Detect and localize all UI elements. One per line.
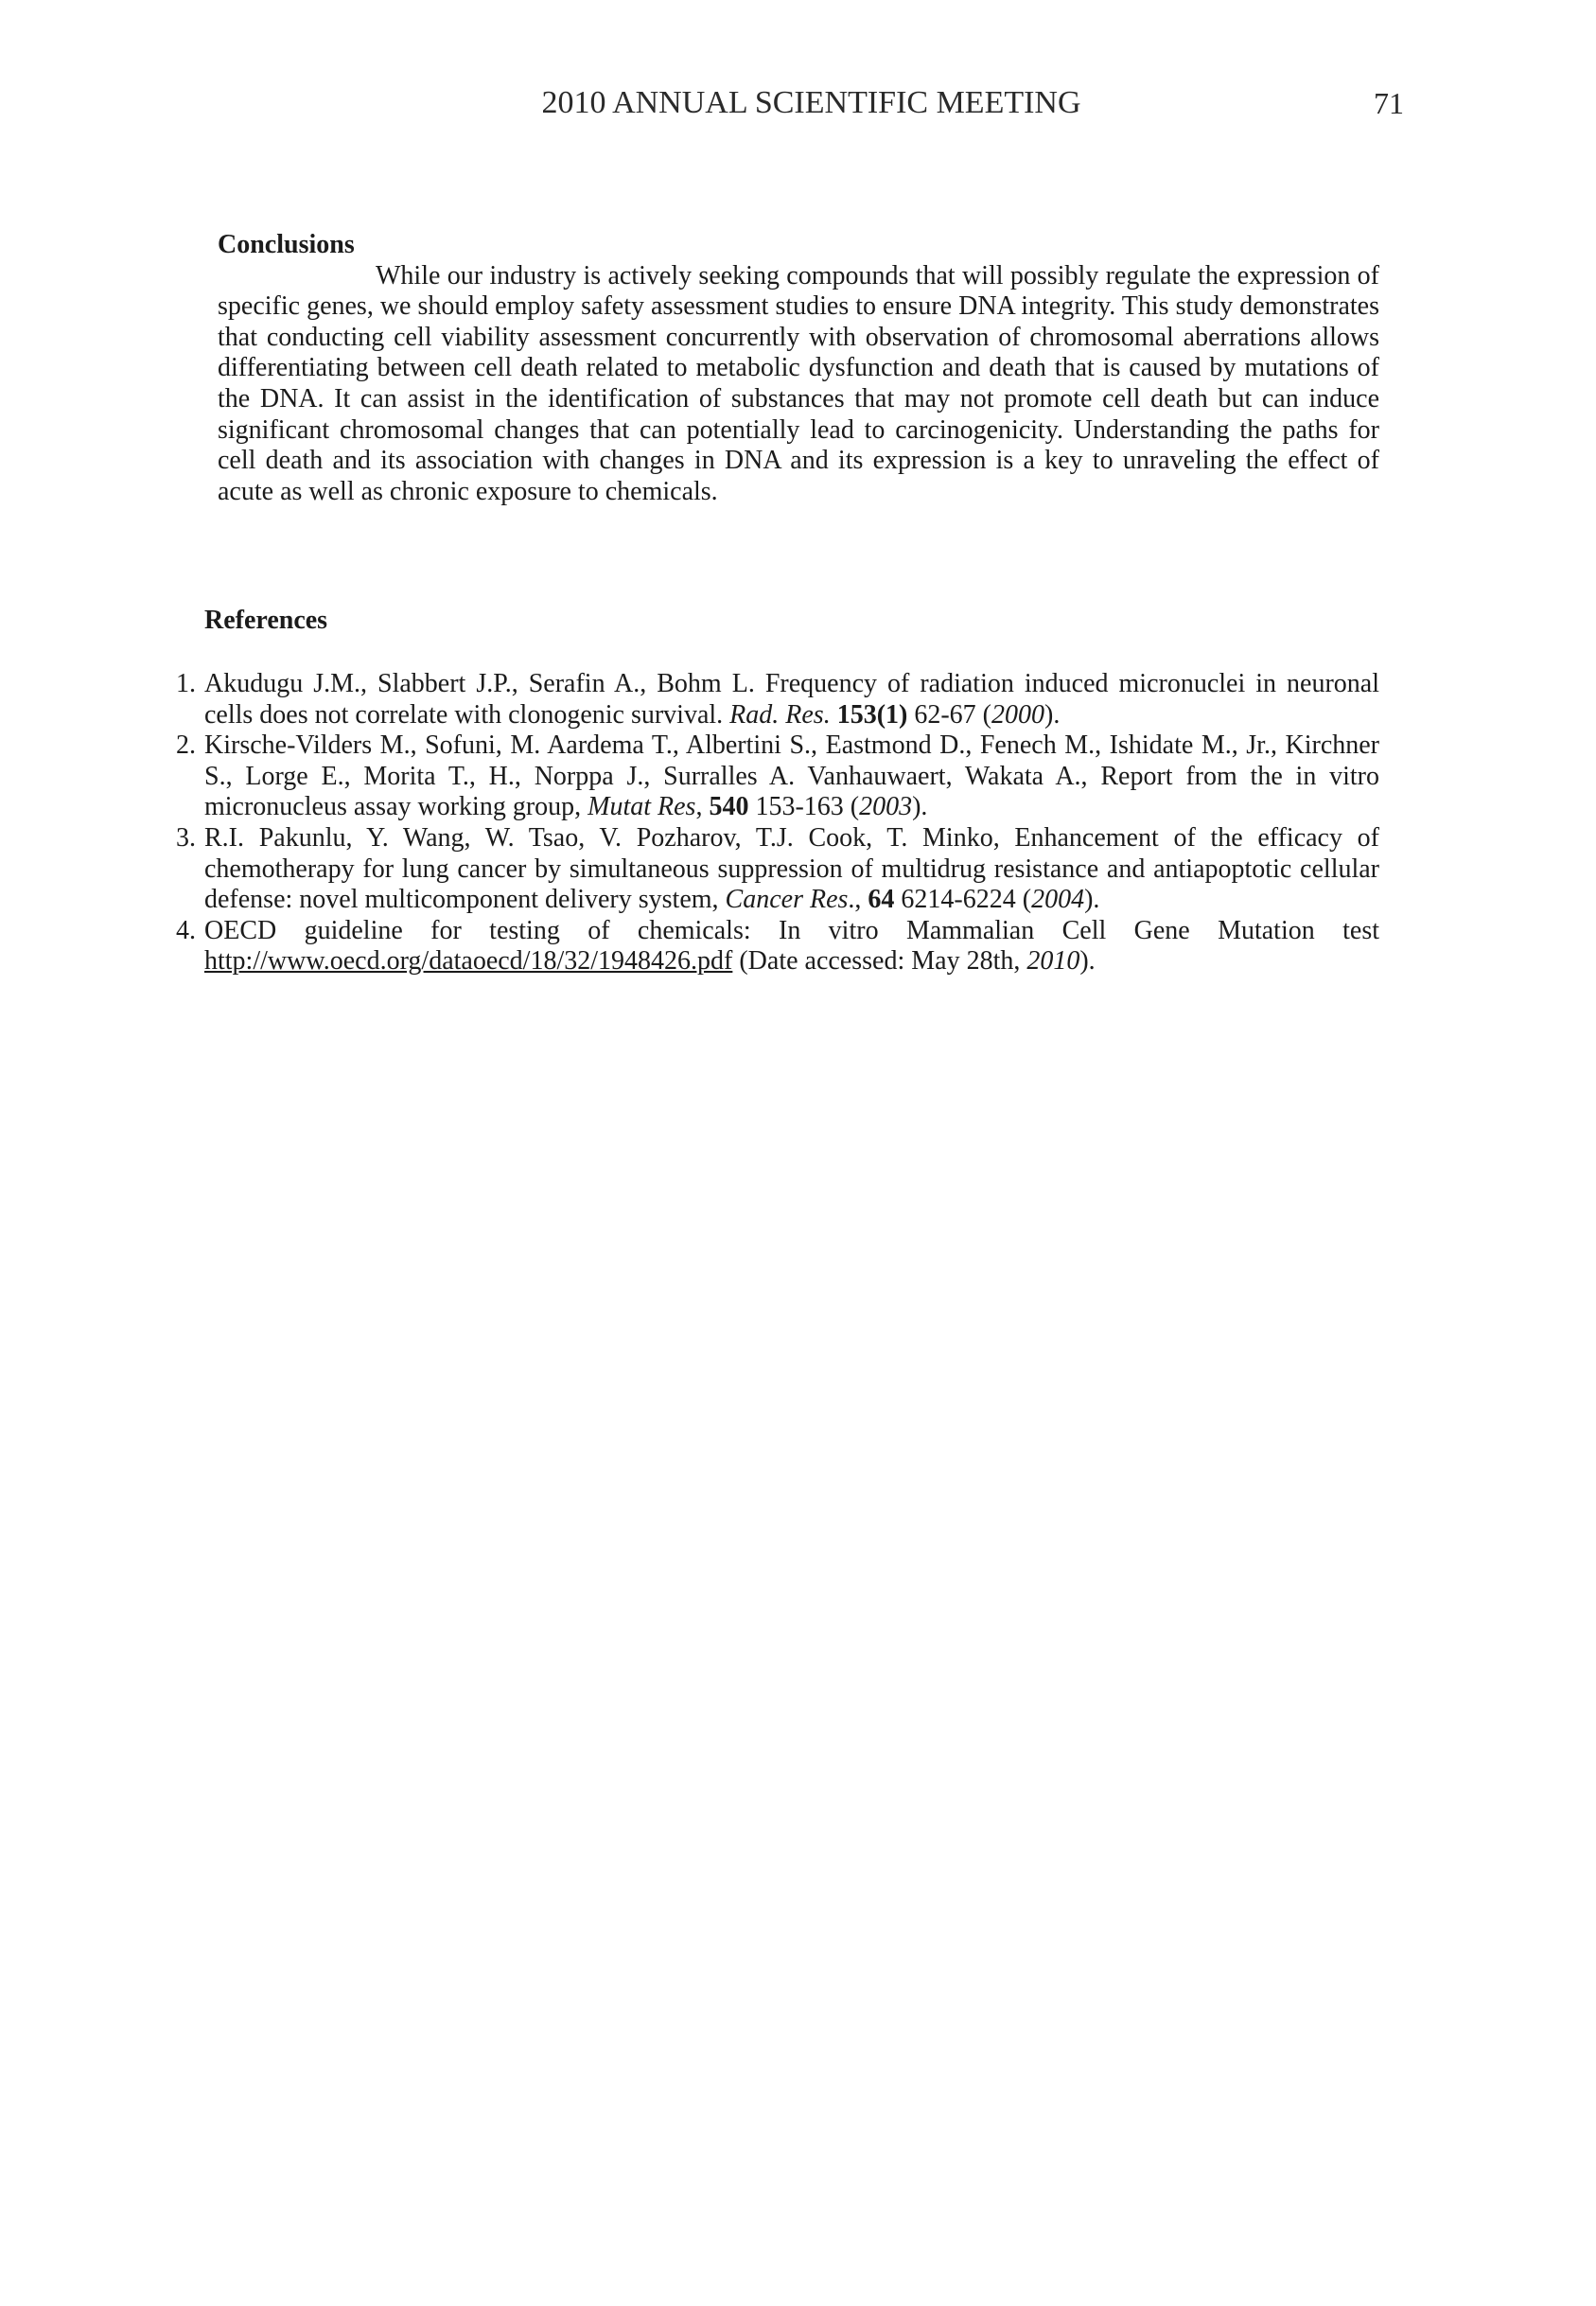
reference-item (176, 731, 1379, 823)
reference-number: 1. (176, 668, 196, 698)
reference-item (176, 668, 1379, 731)
conclusions-paragraph: While our industry is actively seeking compounds that will possibly regulate the expression of specific genes, we should employ safety assessment studies to ensure DNA integrity. This study demonstrates that conducting cell viability assessment concurrently with observation of chromosomal aberrations allows differentiating between cell death related to metabolic dysfunction and death that is caused by mutations of the DNA. It can assist in the identification of substances that may not promote cell death but can induce significant chromosomal changes that can potentially lead to carcinogenicity. Understanding the paths for cell death and its association with changes in DNA and its expression is a key to unraveling the effect of acute as well as chronic exposure to chemicals. (218, 260, 1379, 506)
reference-item (176, 915, 1379, 977)
conclusions-heading: Conclusions (218, 230, 355, 259)
running-head-title: 2010 ANNUAL SCIENTIFIC MEETING (541, 85, 1081, 120)
page-body (176, 230, 1379, 977)
reference-text: Akudugu J.M., Slabbert J.P., Serafin A., Bohm L. Frequency of radiation induced micronuclei in neuronal cells does not correlate with clonogenic survival. Rad. Res. 153(1) 62-67 (2000). (204, 668, 1379, 730)
reference-item (176, 822, 1379, 916)
page-number: 71 (1374, 86, 1404, 120)
references-heading: References (204, 606, 328, 636)
reference-text: OECD guideline for testing of chemicals: In vitro Mammalian Cell Gene Mutation test http://www.oecd.org/dataoecd/18/32/1948426.pdf (Date accessed: May 28th, 2010). (204, 915, 1379, 977)
reference-text: Kirsche-Vilders M., Sofuni, M. Aardema T., Albertini S., Eastmond D., Fenech M., Ishidate M., Jr., Kirchner S., Lorge E., Morita T., H., Norppa J., Surralles A. Vanhauwaert, Wakata A., Report from the in vitro micronucleus assay working group, Mutat Res, 540 153-163 (2003). (204, 731, 1379, 822)
reference-number: 3. (176, 822, 196, 853)
reference-number: 4. (176, 915, 196, 945)
reference-text: R.I. Pakunlu, Y. Wang, W. Tsao, V. Pozharov, T.J. Cook, T. Minko, Enhancement of the efficacy of chemotherapy for lung cancer by simultaneous suppression of multidrug resistance and antiapoptotic cellular defense: novel multicomponent delivery system, Cancer Res., 64 6214-6224 (2004). (204, 822, 1379, 915)
references-list (176, 668, 1379, 977)
reference-number: 2. (176, 731, 196, 761)
